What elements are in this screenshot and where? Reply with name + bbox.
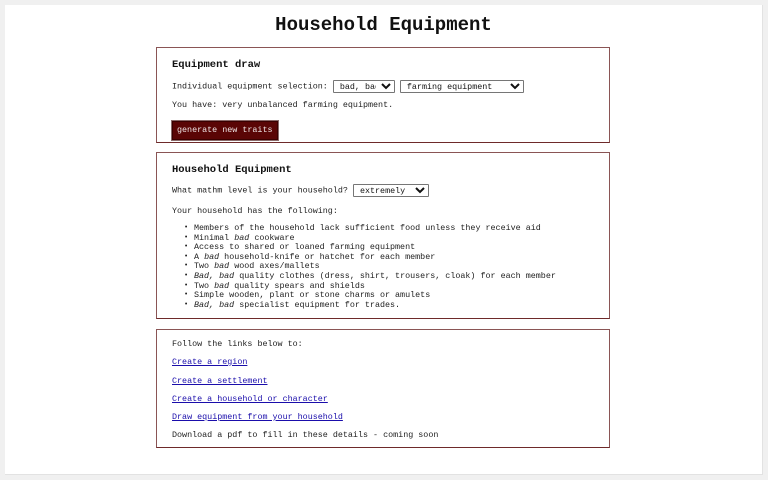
list-item: • Bad, bad quality clothes (dress, shirt, trousers, cloak) for each member: [194, 272, 556, 282]
list-item: • Bad, bad specialist equipment for trades.: [194, 301, 556, 311]
equipment-draw-heading: Equipment draw: [172, 59, 261, 71]
create-household-link[interactable]: Create a household or character: [172, 394, 328, 404]
list-item: • Minimal bad cookware: [194, 234, 556, 244]
links-intro: Follow the links below to:: [172, 339, 303, 349]
household-intro: Your household has the following:: [172, 206, 338, 216]
create-settlement-link[interactable]: Create a settlement: [172, 376, 268, 386]
equipment-draw-card: [156, 47, 610, 143]
result-text: You have: very unbalanced farming equipment.: [172, 100, 394, 110]
generate-new-traits-button[interactable]: generate new traits: [172, 121, 278, 140]
list-item: • A bad household-knife or hatchet for each member: [194, 253, 556, 263]
level-row: [172, 184, 429, 197]
level-question: What mathm level is your household?: [172, 185, 348, 196]
equipment-type-select[interactable]: [400, 80, 524, 93]
mathm-level-select[interactable]: [353, 184, 429, 197]
household-equipment-card: [156, 152, 610, 319]
list-item: • Access to shared or loaned farming equipment: [194, 243, 556, 253]
household-heading: Household Equipment: [172, 164, 292, 176]
page-title: Household Equipment: [275, 14, 492, 36]
selection-label: Individual equipment selection:: [172, 81, 328, 92]
list-item: • Members of the household lack sufficient food unless they receive aid: [194, 224, 556, 234]
pdf-note: Download a pdf to fill in these details - coming soon: [172, 430, 439, 440]
selection-row: [172, 80, 524, 93]
list-item: • Two bad wood axes/mallets: [194, 262, 556, 272]
household-items-list: [183, 224, 556, 310]
quality-select[interactable]: [333, 80, 395, 93]
links-card: [156, 329, 610, 448]
draw-equipment-link[interactable]: Draw equipment from your household: [172, 412, 343, 422]
list-item: • Simple wooden, plant or stone charms or amulets: [194, 291, 556, 301]
list-item: • Two bad quality spears and shields: [194, 282, 556, 292]
page-container: [5, 5, 763, 475]
create-region-link[interactable]: Create a region: [172, 357, 248, 367]
